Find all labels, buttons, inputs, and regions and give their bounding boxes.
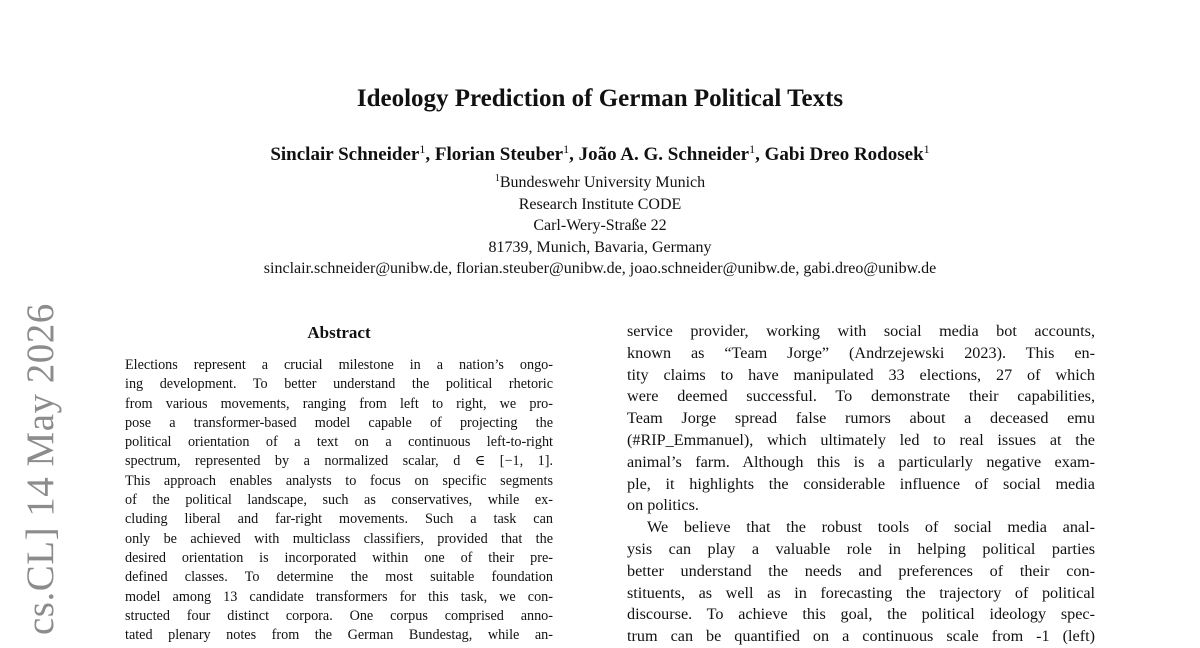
body-line: ple, it highlights the considerable influence of social media [627,474,1095,493]
abstract-heading: Abstract [307,323,371,342]
abstract-line: political orientation of a text on a continuous left-to-right [125,434,553,451]
arxiv-identifier: cs.CL] 14 May 2026 [19,303,62,635]
body-line: on politics. [627,496,699,515]
abstract-line: desired orientation is incorporated within one of their pre- [125,549,553,566]
author-name: Gabi Dreo Rodosek [764,144,924,165]
author-list: Sinclair Schneider$^1$, Florian Steuber$^1$, João A. G. Schneider$^1$, Gabi Dreo Rodosek$^1$ [270,142,930,165]
affiliation-institution [0,168,1200,194]
body-line: known as “Team Jorge” (Andrzejewski 2023). This en- [627,343,1095,362]
abstract-line: tated plenary notes from the German Bundestag, while an- [125,627,553,644]
abstract-body [125,356,553,645]
body-line: better understand the needs and preferences of their con- [627,561,1095,580]
affiliation-block [0,168,1200,280]
abstract-line: cluding liberal and far-right movements. Such a task can [125,511,553,528]
abstract-line: Elections represent a crucial milestone in a nation’s ongo- [125,357,553,373]
author-emails: sinclair.schneider@unibw.de, florian.steuber@unibw.de, joao.schneider@unibw.de, gabi.dreo@unibw.de [263,260,937,277]
body-line: discourse. To achieve this goal, the political ideology spec- [627,605,1095,624]
intro-paragraph-1 [627,321,1095,517]
abstract-line: from various movements, ranging from left to right, we pro- [125,395,553,412]
intro-column [627,321,1095,648]
author-name: Florian Steuber [434,144,564,165]
affiliation-line: Bundeswehr University Munich [499,174,706,191]
author-affiliation-mark: 1 [419,142,426,156]
body-line: Team Jorge spread false rumors about a deceased emu [627,409,1095,428]
body-line: were deemed successful. To demonstrate their capabilities, [627,387,1095,406]
body-line: stituents, as well as in forecasting the trajectory of political [627,583,1095,602]
abstract-line: model among 13 candidate transformers for this task, we con- [125,588,553,605]
body-line: ysis can play a valuable role in helping political parties [627,539,1095,558]
abstract-line: structed four distinct corpora. One corpus comprised anno- [125,607,553,624]
intro-paragraph-2 [627,517,1095,648]
body-line: service provider, working with social media bot accounts, [627,322,1095,340]
paper-title: Ideology Prediction of German Political Texts [356,85,844,112]
abstract-line: pose a transformer-based model capable of projecting the [125,414,553,431]
abstract-line: ing development. To better understand the political rhetoric [125,376,553,393]
body-line: animal’s farm. Although this is a particularly negative exam- [627,452,1095,471]
affiliation-line: Carl-Wery-Straße 22 [533,217,667,234]
abstract-line: defined classes. To determine the most suitable foundation [125,569,553,586]
author-name: João A. G. Schneider [578,144,750,165]
author-affiliation-mark: 1 [749,142,756,156]
body-line: tity claims to have manipulated 33 elections, 27 of which [627,365,1095,384]
author-affiliation-mark: 1 [563,142,570,156]
abstract-line: spectrum, represented by a normalized scalar, d ∈ [−1, 1]. [125,453,553,470]
author-name: Sinclair Schneider [270,144,420,165]
body-line: We believe that the robust tools of social media anal- [647,518,1095,537]
abstract-line: only be achieved with multiclass classifiers, provided that the [125,530,553,547]
abstract-line: This approach enables analysts to focus on specific segments [125,472,553,489]
author-affiliation-mark: 1 [923,142,930,156]
affiliation-line: 81739, Munich, Bavaria, Germany [488,238,712,256]
abstract-line: of the political landscape, such as conservatives, while ex- [125,492,553,509]
body-line: trum can be quantified on a continuous scale from -1 (left) [627,627,1095,646]
body-line: (#RIP_Emmanuel), which ultimately led to real issues at the [627,430,1095,449]
affiliation-line: Research Institute CODE [518,195,682,213]
affiliation-mark: 1 [494,173,500,184]
